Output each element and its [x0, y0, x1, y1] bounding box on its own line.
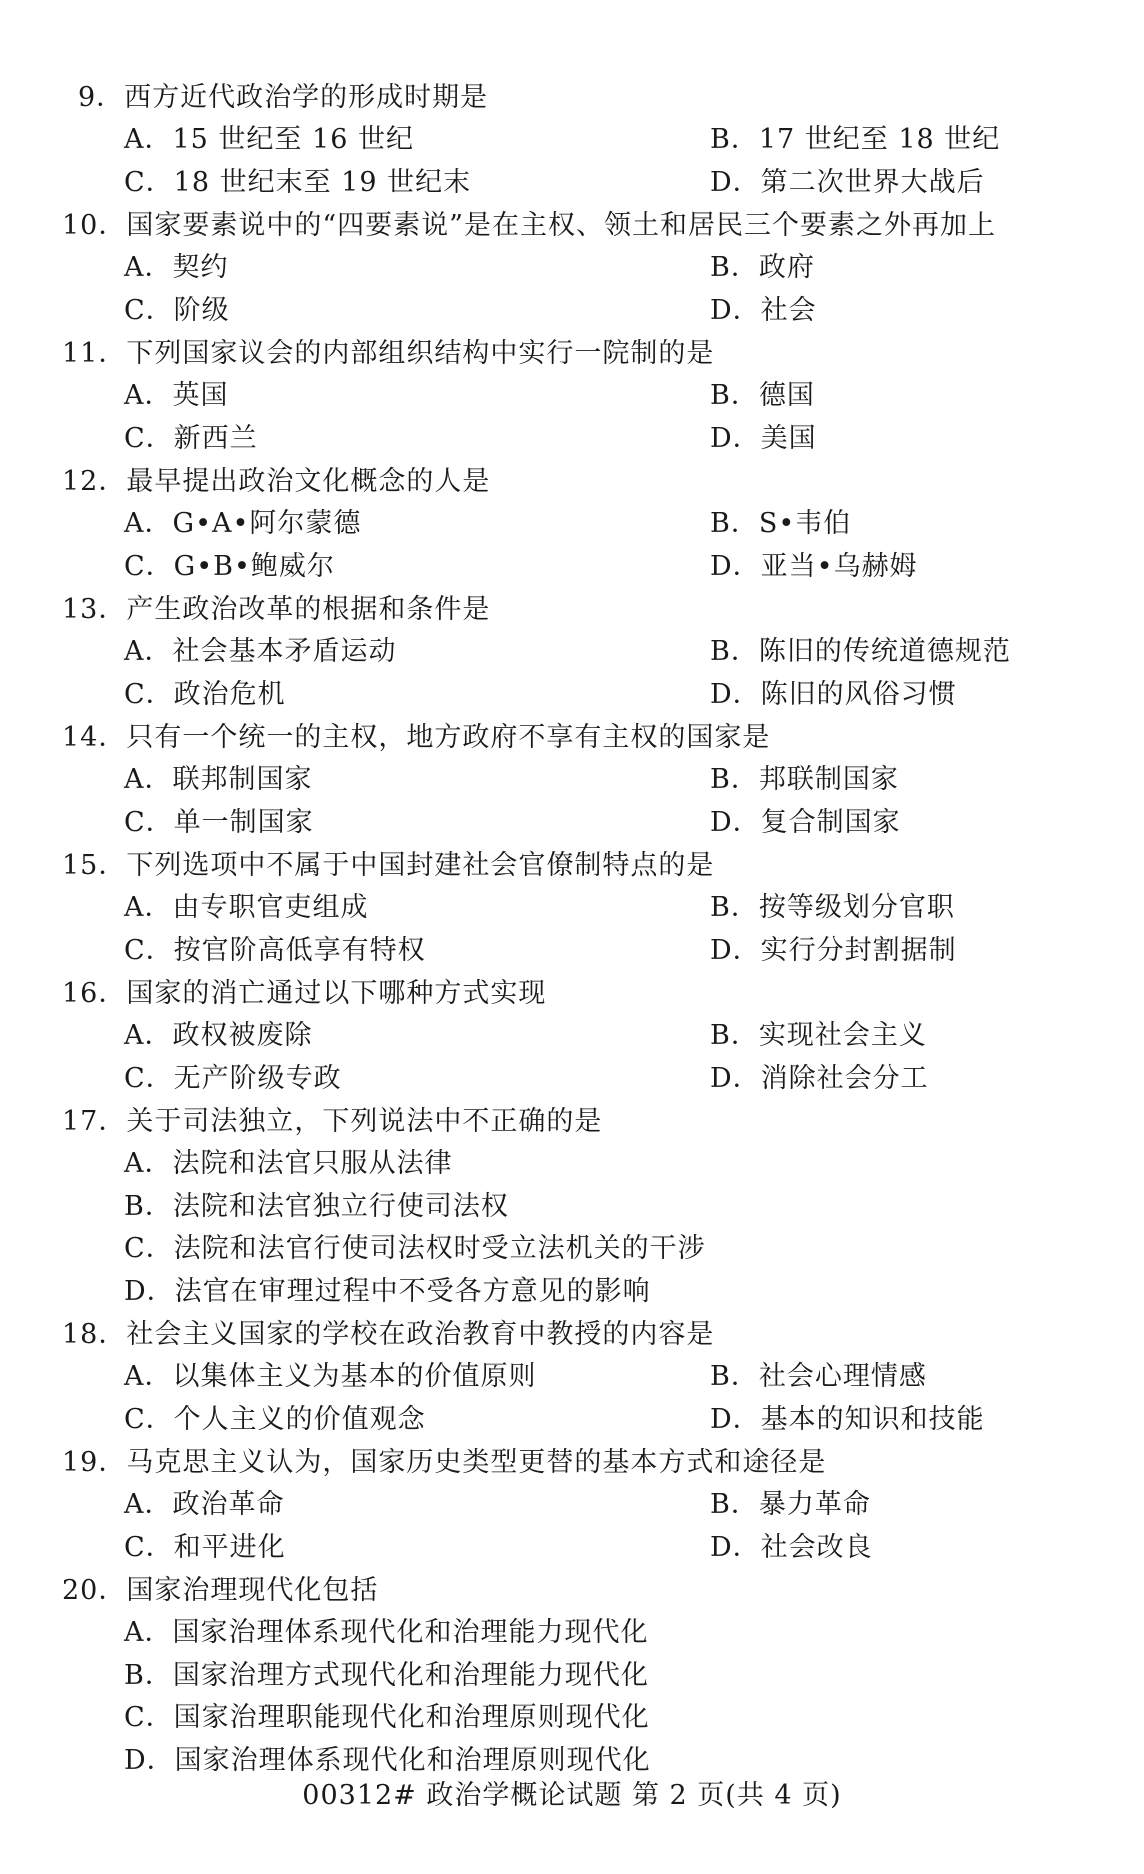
option-b: B．法院和法官独立行使司法权 [124, 1191, 509, 1222]
option-c: C．和平进化 [124, 1532, 286, 1563]
option-a: A．契约 [124, 252, 229, 283]
question-stem: 19．马克思主义认为，国家历史类型更替的基本方式和途径是 [62, 1447, 827, 1478]
option-d: D．基本的知识和技能 [710, 1404, 985, 1435]
question-stem: 15．下列选项中不属于中国封建社会官僚制特点的是 [62, 850, 715, 881]
question-stem: 11．下列国家议会的内部组织结构中实行一院制的是 [62, 338, 715, 369]
option-d: D．第二次世界大战后 [710, 167, 985, 198]
option-d: D．亚当•乌赫姆 [710, 551, 918, 582]
option-b: B．国家治理方式现代化和治理能力现代化 [124, 1660, 649, 1691]
option-c: C．新西兰 [124, 423, 258, 454]
option-d: D．国家治理体系现代化和治理原则现代化 [124, 1745, 651, 1776]
option-d: D．消除社会分工 [710, 1063, 929, 1094]
option-a: A．英国 [124, 380, 229, 411]
option-a: A．法院和法官只服从法律 [124, 1148, 453, 1179]
question-stem: 13．产生政治改革的根据和条件是 [62, 594, 491, 625]
option-a: A．联邦制国家 [124, 764, 313, 795]
option-c: C．G•B•鲍威尔 [124, 551, 335, 582]
option-c: C．政治危机 [124, 679, 286, 710]
question-stem: 14．只有一个统一的主权，地方政府不享有主权的国家是 [62, 722, 771, 753]
option-c: C．法院和法官行使司法权时受立法机关的干涉 [124, 1233, 706, 1264]
option-a: A．社会基本矛盾运动 [124, 636, 397, 667]
option-a: A．15 世纪至 16 世纪 [124, 124, 414, 155]
option-c: C．国家治理职能现代化和治理原则现代化 [124, 1702, 650, 1733]
option-a: A．以集体主义为基本的价值原则 [124, 1361, 537, 1392]
option-a: A．政治革命 [124, 1489, 285, 1520]
question-stem: 12．最早提出政治文化概念的人是 [62, 466, 491, 497]
option-c: C．按官阶高低享有特权 [124, 935, 426, 966]
option-a: A．由专职官吏组成 [124, 892, 369, 923]
option-d: D．美国 [710, 423, 817, 454]
option-b: B．陈旧的传统道德规范 [710, 636, 1011, 667]
option-d: D．陈旧的风俗习惯 [710, 679, 957, 710]
question-stem: 20．国家治理现代化包括 [62, 1575, 379, 1606]
option-a: A．国家治理体系现代化和治理能力现代化 [124, 1617, 649, 1648]
option-b: B．实现社会主义 [710, 1020, 927, 1051]
page-footer: 00312# 政治学概论试题 第 2 页(共 4 页) [302, 1780, 842, 1811]
option-b: B．政府 [710, 252, 815, 283]
option-b: B．邦联制国家 [710, 764, 899, 795]
question-stem: 17．关于司法独立，下列说法中不正确的是 [62, 1106, 603, 1137]
option-a: A．政权被废除 [124, 1020, 313, 1051]
option-a: A．G•A•阿尔蒙德 [124, 508, 362, 539]
option-b: B．社会心理情感 [710, 1361, 927, 1392]
option-b: B．17 世纪至 18 世纪 [710, 124, 1001, 155]
question-stem: 9．西方近代政治学的形成时期是 [78, 82, 489, 113]
option-d: D．社会 [710, 295, 817, 326]
option-b: B．S•韦伯 [710, 508, 852, 539]
option-b: B．按等级划分官职 [710, 892, 955, 923]
option-c: C．单一制国家 [124, 807, 314, 838]
option-b: B．德国 [710, 380, 815, 411]
option-d: D．复合制国家 [710, 807, 901, 838]
option-c: C．18 世纪末至 19 世纪末 [124, 167, 472, 198]
option-c: C．个人主义的价值观念 [124, 1404, 426, 1435]
option-c: C．阶级 [124, 295, 230, 326]
option-d: D．法官在审理过程中不受各方意见的影响 [124, 1276, 651, 1307]
option-b: B．暴力革命 [710, 1489, 871, 1520]
option-d: D．实行分封割据制 [710, 935, 957, 966]
option-d: D．社会改良 [710, 1532, 873, 1563]
question-stem: 18．社会主义国家的学校在政治教育中教授的内容是 [62, 1319, 715, 1350]
question-stem: 10．国家要素说中的“四要素说”是在主权、领土和居民三个要素之外再加上 [62, 210, 996, 241]
question-stem: 16．国家的消亡通过以下哪种方式实现 [62, 978, 547, 1009]
option-c: C．无产阶级专政 [124, 1063, 342, 1094]
